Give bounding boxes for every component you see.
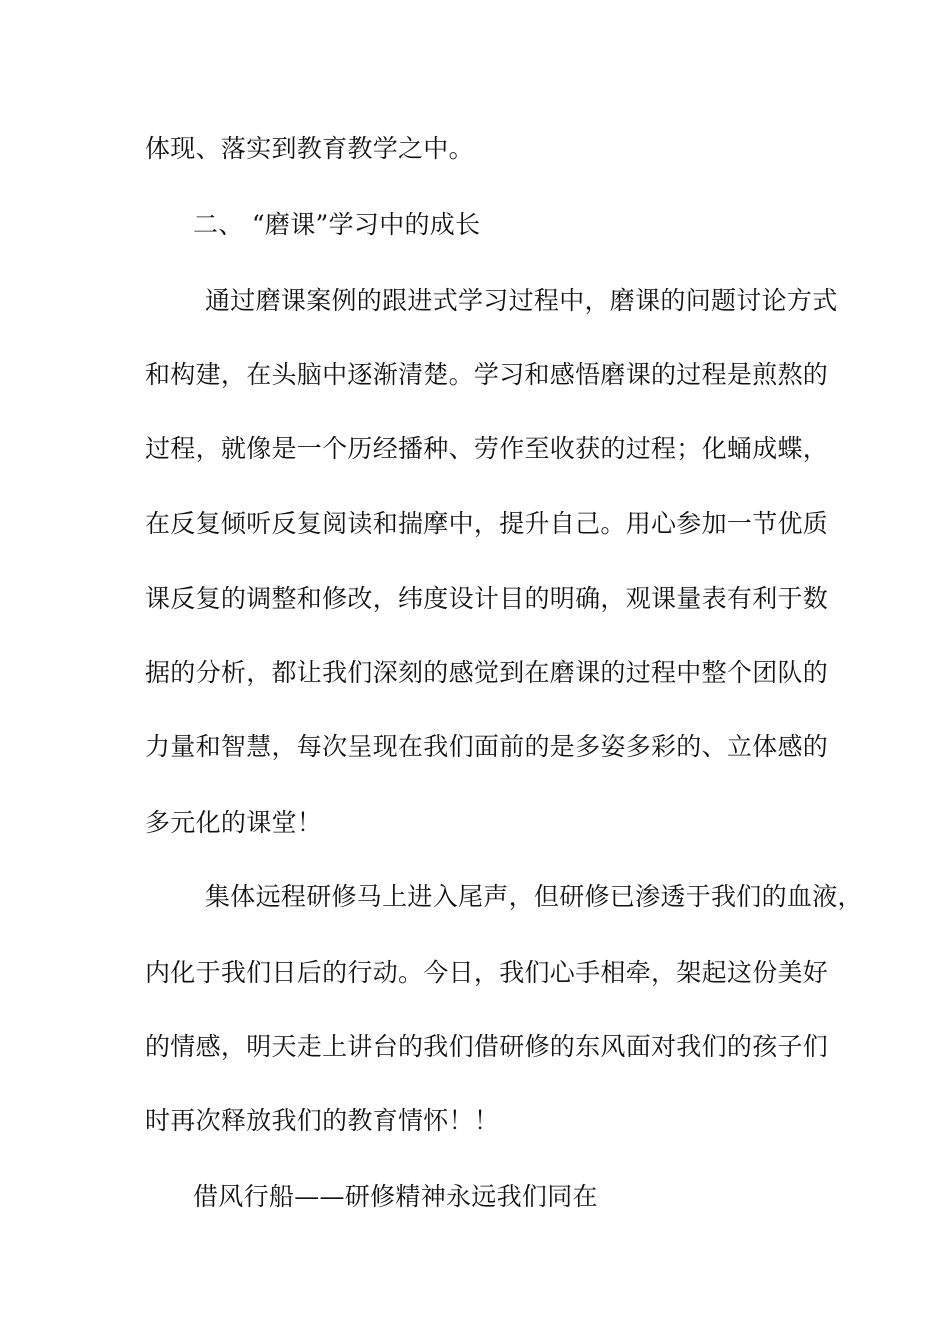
paragraph-line: 集体远程研修马上进入尾声，但研修已渗透于我们的血液， xyxy=(205,882,863,911)
paragraph-line: 时再次释放我们的教育情怀！！ xyxy=(145,1106,500,1135)
section-heading: 二、 “磨课”学习中的成长 xyxy=(193,210,481,239)
closing-heading: 借风行船——研修精神永远我们同在 xyxy=(193,1182,598,1211)
paragraph-line: 内化于我们日后的行动。今日，我们心手相牵，架起这份美好 xyxy=(145,958,829,987)
paragraph-line: 在反复倾听反复阅读和揣摩中，提升自己。用心参加一节优质 xyxy=(145,509,829,538)
paragraph-line: 课反复的调整和修改，纬度设计目的明确，观课量表有利于数 xyxy=(145,584,829,613)
paragraph-line: 通过磨课案例的跟进式学习过程中，磨课的问题讨论方式 xyxy=(205,286,838,315)
paragraph-line: 多元化的课堂！ xyxy=(145,808,323,837)
paragraph-line: 和构建，在头脑中逐渐清楚。学习和感悟磨课的过程是煎熬的 xyxy=(145,360,829,389)
paragraph-line: 体现、落实到教育教学之中。 xyxy=(145,134,474,163)
paragraph-line: 力量和智慧，每次呈现在我们面前的是多姿多彩的、立体感的 xyxy=(145,732,829,761)
paragraph-line: 据的分析，都让我们深刻的感觉到在磨课的过程中整个团队的 xyxy=(145,658,829,687)
paragraph-line: 过程，就像是一个历经播种、劳作至收获的过程；化蛹成蝶， xyxy=(145,434,829,463)
paragraph-line: 的情感，明天走上讲台的我们借研修的东风面对我们的孩子们 xyxy=(145,1032,829,1061)
